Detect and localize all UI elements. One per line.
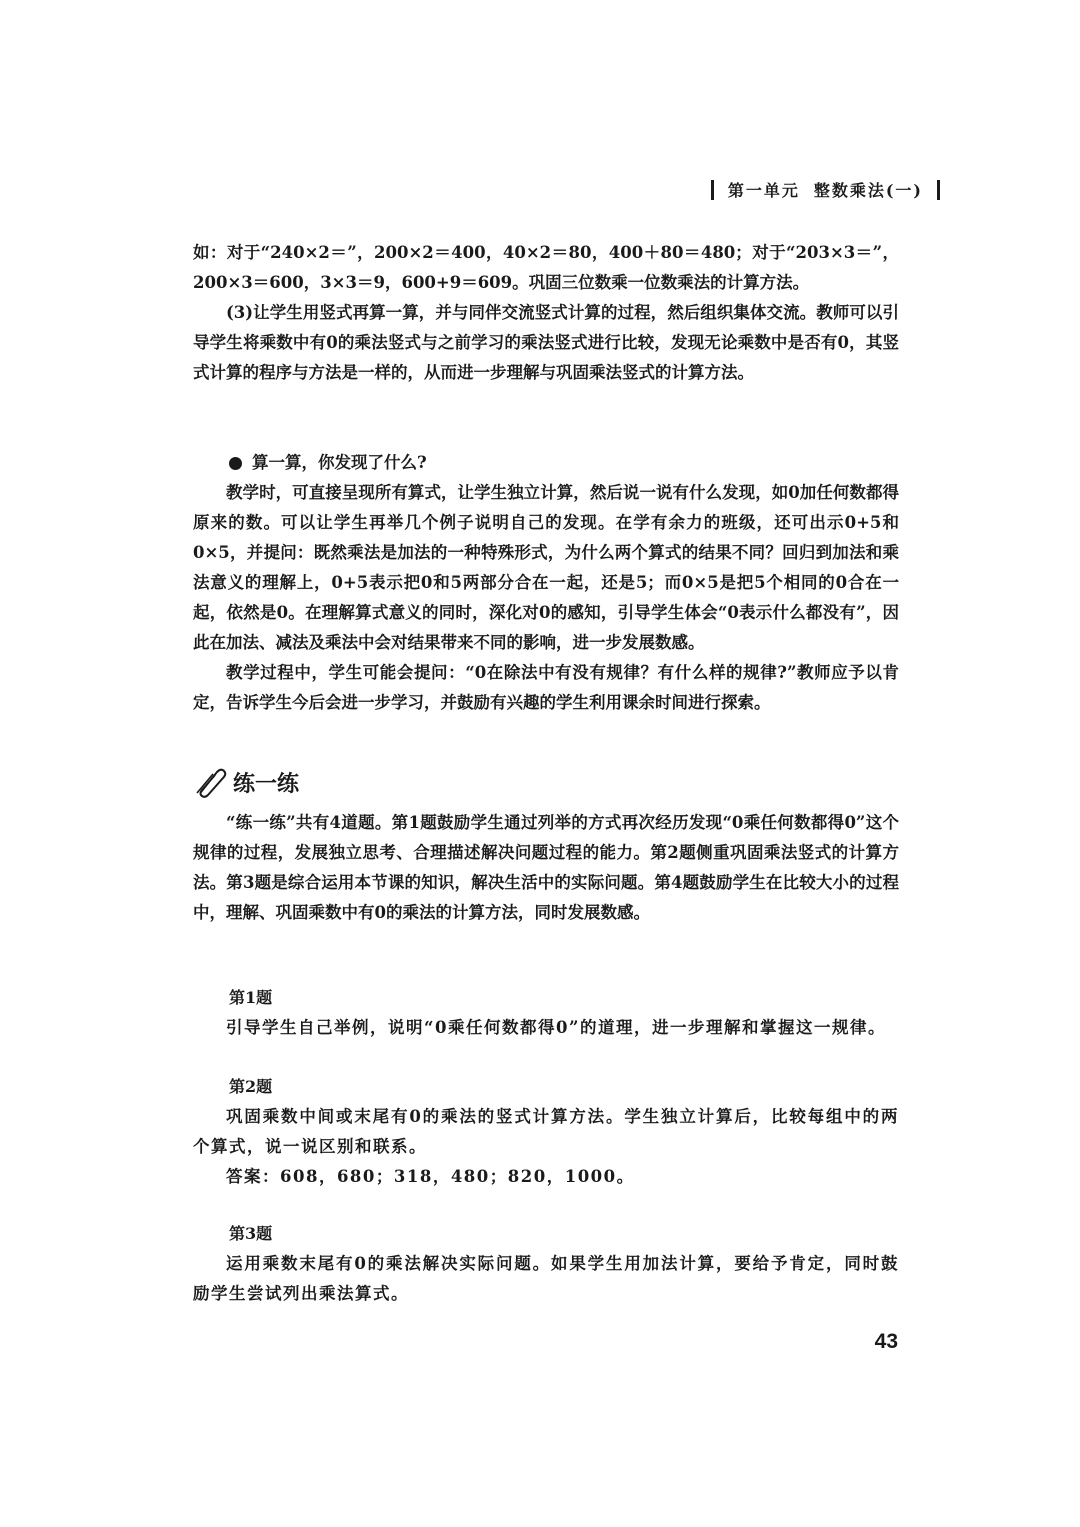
header-title: 整数乘法(一): [813, 181, 923, 200]
question-3-block: [193, 1219, 899, 1309]
practice-heading-text: 练一练: [233, 770, 300, 797]
question-2-block: [193, 1072, 899, 1192]
question-3-heading: 第3题: [229, 1224, 273, 1243]
paragraph: 如：对于“240×2＝”，200×2＝400，40×2＝80，400＋80＝480；对于“203×3＝”，200×3＝600，3×3＝9，600+9＝609。巩固三位数乘一位数乘法的计算方法。: [193, 243, 899, 292]
paragraph: 教学过程中，学生可能会提问：“0在除法中有没有规律？有什么样的规律?”教师应予以肯定，告诉学生今后会进一步学习，并鼓励有兴趣的学生利用课余时间进行探索。: [193, 663, 899, 712]
paragraph: 教学时，可直接呈现所有算式，让学生独立计算，然后说一说有什么发现，如0加任何数都得原来的数。可以让学生再举几个例子说明自己的发现。在学有余力的班级，还可出示0+5和0×5，并提问：既然乘法是加法的一种特殊形式，为什么两个算式的结果不同？回归到加法和乘法意义的理解上，0+5表示把0和5两部分合在一起，还是5；而0×5是把5个相同的0合在一起，依然是0。在理解算式意义的同时，深化对0的感知，引导学生体会“0表示什么都没有”，因此在加法、减法及乘法中会对结果带来不同的影响，进一步发展数感。: [193, 483, 899, 652]
practice-intro-block: [193, 808, 899, 928]
header-right-rule: [937, 180, 940, 200]
bullet-heading-text: 算一算，你发现了什么?: [252, 453, 427, 472]
question-3-text: 运用乘数末尾有0的乘法解决实际问题。如果学生用加法计算，要给予肯定，同时鼓励学生尝试列出乘法算式。: [193, 1254, 899, 1303]
question-1-block: [193, 983, 899, 1043]
question-2-heading: 第2题: [229, 1077, 273, 1096]
running-header: [711, 178, 940, 201]
header-unit: 第一单元: [727, 181, 800, 200]
question-1-text: 引导学生自己举例，说明“0乘任何数都得0”的道理，进一步理解和掌握这一规律。: [226, 1018, 886, 1037]
paperclip-icon: [193, 766, 229, 798]
header-left-rule: [711, 180, 714, 200]
question-2-answer: 答案：608，680；318，480；820，1000。: [226, 1167, 635, 1186]
practice-heading: [193, 766, 299, 798]
bullet-heading: [229, 448, 899, 478]
intro-block: [193, 238, 899, 388]
paragraph: (3)让学生用竖式再算一算，并与同伴交流竖式计算的过程，然后组织集体交流。教师可以引导学生将乘数中有0的乘法竖式与之前学习的乘法竖式进行比较，发现无论乘数中是否有0，其竖式计算的程序与方法是一样的，从而进一步理解与巩固乘法竖式的计算方法。: [193, 303, 899, 382]
question-1-heading: 第1题: [229, 988, 273, 1007]
page-number: 43: [874, 1330, 898, 1353]
paragraph: “练一练”共有4道题。第1题鼓励学生通过列举的方式再次经历发现“0乘任何数都得0”这个规律的过程，发展独立思考、合理描述解决问题过程的能力。第2题侧重巩固乘法竖式的计算方法。第3题是综合运用本节课的知识，解决生活中的实际问题。第4题鼓励学生在比较大小的过程中，理解、巩固乘数中有0的乘法的计算方法，同时发展数感。: [193, 813, 899, 922]
question-2-text: 巩固乘数中间或末尾有0的乘法的竖式计算方法。学生独立计算后，比较每组中的两个算式，说一说区别和联系。: [193, 1107, 899, 1156]
bullet-icon: [229, 457, 242, 470]
calc-discovery-block: [193, 448, 899, 718]
